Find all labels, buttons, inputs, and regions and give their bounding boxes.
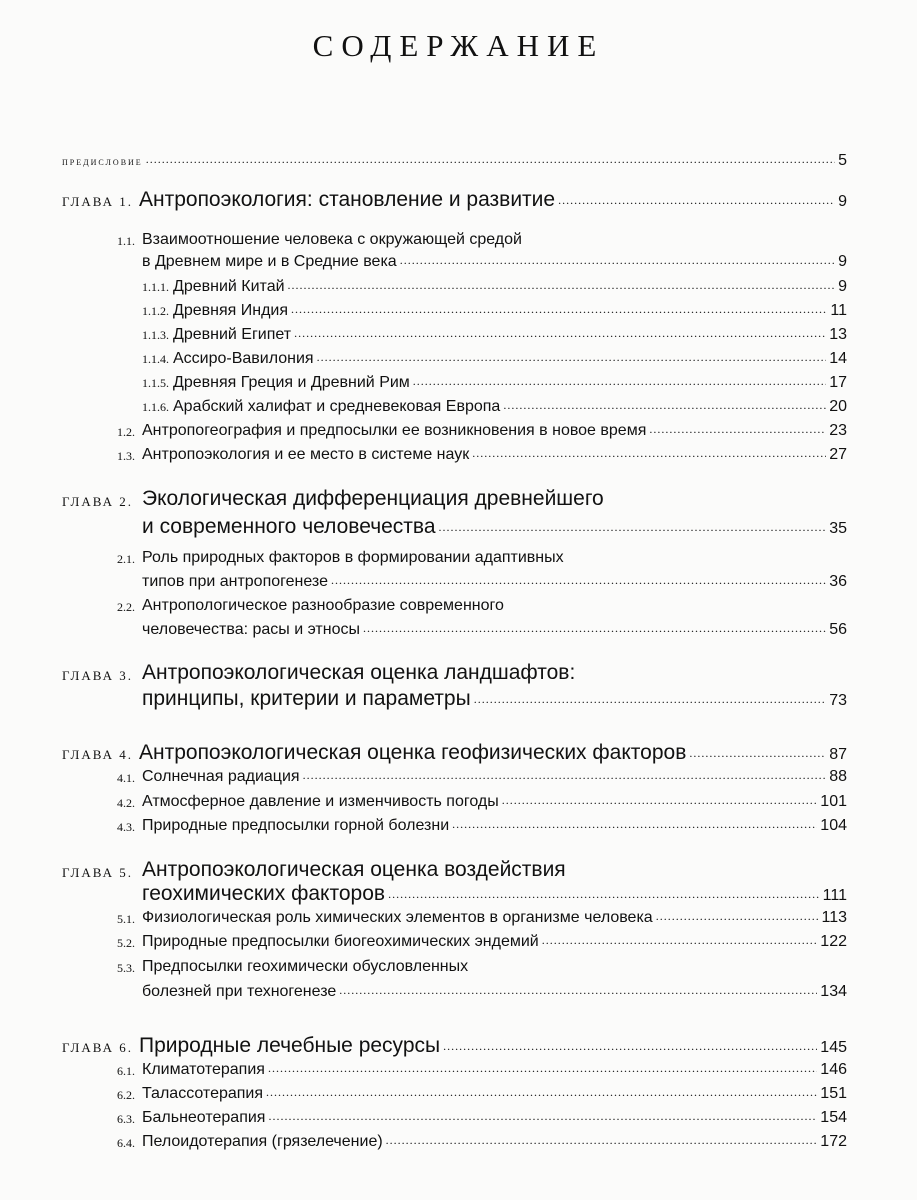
chapter-title-line2: принципы, критерии и параметры: [142, 687, 471, 710]
section-number: 6.2.: [117, 1088, 135, 1102]
page-number: 73: [829, 692, 847, 709]
leader-dots: [288, 276, 836, 292]
leader-dots: [443, 1037, 817, 1053]
leader-dots: [558, 191, 835, 207]
toc-entry-section-2-1[interactable]: [142, 573, 847, 591]
chapter-label: ГЛАВА 3.: [62, 668, 133, 683]
section-title: Бальнеотерапия: [142, 1109, 266, 1126]
leader-dots: [656, 907, 819, 923]
section-title: Антропогеография и предпосылки ее возникновения в новое время: [142, 422, 647, 439]
toc-entry-section-5-2[interactable]: [142, 933, 847, 951]
page-number: 145: [820, 1039, 847, 1056]
leader-dots: [413, 372, 826, 388]
page-number: 17: [829, 374, 847, 391]
leader-dots: [363, 619, 826, 635]
leader-dots: [474, 690, 827, 706]
toc-entry-section-6-1[interactable]: [142, 1061, 847, 1079]
toc-entry-chapter-6[interactable]: [62, 1034, 847, 1058]
section-title-line1: Взаимоотношение человека с окружающей средой: [142, 231, 522, 248]
section-number: 2.1.: [117, 552, 135, 566]
chapter-title-line1: Экологическая дифференциация древнейшего: [142, 487, 604, 510]
section-title: Пелоидотерапия (грязелечение): [142, 1133, 383, 1150]
section-title: Природные предпосылки горной болезни: [142, 817, 450, 834]
section-title-line2: в Древнем мире и в Средние века: [142, 253, 397, 270]
subsection-number: 1.1.1.: [142, 280, 169, 294]
page-number: 13: [829, 326, 847, 343]
section-number: 5.2.: [117, 936, 135, 950]
section-title-line2: человечества: расы и этносы: [142, 621, 360, 638]
section-title: Солнечная радиация: [142, 768, 300, 785]
leader-dots: [303, 766, 827, 782]
page-number: 88: [829, 768, 847, 785]
leader-dots: [268, 1059, 817, 1075]
leader-dots: [146, 150, 835, 166]
leader-dots: [452, 815, 817, 831]
section-title: Антропоэкология и ее место в системе наук: [142, 446, 470, 463]
toc-entry-chapter-5[interactable]: [142, 882, 847, 906]
subsection-title: Древняя Индия: [173, 302, 289, 319]
section-number: 6.4.: [117, 1136, 135, 1150]
leader-dots: [503, 396, 826, 412]
toc-entry-section-1-2[interactable]: [142, 422, 847, 440]
section-title: Природные предпосылки биогеохимических эндемий: [142, 933, 539, 950]
leader-dots: [502, 791, 818, 807]
page-number: 154: [820, 1109, 847, 1126]
toc-entry-section-6-2[interactable]: [142, 1085, 847, 1103]
section-number: 6.1.: [117, 1064, 135, 1078]
page-number: 111: [822, 887, 847, 904]
toc-entry-subsection-1-1-1[interactable]: [142, 278, 847, 296]
subsection-number: 1.1.6.: [142, 400, 169, 414]
chapter-title-line1: Антропоэкологическая оценка воздействия: [142, 858, 566, 881]
section-number: 4.2.: [117, 796, 135, 810]
page-number: 20: [829, 398, 847, 415]
toc-entry-preface[interactable]: [62, 152, 847, 170]
page-number: 104: [820, 817, 847, 834]
page-number: 146: [820, 1061, 847, 1078]
chapter-label: ГЛАВА 4.: [62, 747, 133, 762]
leader-dots: [400, 251, 835, 267]
toc-entry-subsection-1-1-3[interactable]: [142, 326, 847, 344]
page-number: 5: [838, 152, 847, 169]
page-number: 36: [829, 573, 847, 590]
section-number: 1.3.: [117, 449, 135, 463]
section-number: 4.1.: [117, 771, 135, 785]
toc-entry-section-4-3[interactable]: [142, 817, 847, 835]
page-number: 27: [829, 446, 847, 463]
leader-dots: [439, 518, 827, 534]
chapter-title-line2: и современного человечества: [142, 515, 436, 538]
toc-entry-subsection-1-1-4[interactable]: [142, 350, 847, 368]
page-number: 9: [838, 278, 847, 295]
section-number: 6.3.: [117, 1112, 135, 1126]
leader-dots: [266, 1083, 817, 1099]
section-number: 5.1.: [117, 912, 135, 926]
section-title: Талассотерапия: [142, 1085, 264, 1102]
page-number: 56: [829, 621, 847, 638]
section-number: 1.1.: [117, 234, 135, 248]
leader-dots: [689, 744, 826, 760]
subsection-number: 1.1.4.: [142, 352, 169, 366]
page-title: СОДЕРЖАНИЕ: [312, 28, 605, 63]
leader-dots: [294, 324, 826, 340]
chapter-title: Антропоэкологическая оценка геофизических факторов: [138, 741, 687, 764]
leader-dots: [339, 981, 817, 997]
toc-entry-section-2-2[interactable]: [142, 621, 847, 639]
chapter-label: ГЛАВА 1.: [62, 194, 133, 209]
chapter-title-line2: геохимических факторов: [142, 882, 386, 905]
chapter-title: Природные лечебные ресурсы: [138, 1034, 441, 1057]
toc-entry-section-6-3[interactable]: [142, 1109, 847, 1127]
page-number: 113: [821, 909, 847, 926]
toc-entry-subsection-1-1-6[interactable]: [142, 398, 847, 416]
toc-entry-section-1-3[interactable]: [142, 446, 847, 464]
toc-entry-chapter-4[interactable]: [62, 741, 847, 765]
subsection-number: 1.1.3.: [142, 328, 169, 342]
page-number: 122: [820, 933, 847, 950]
section-title-line1: Антропологическое разнообразие современного: [142, 597, 504, 614]
leader-dots: [542, 931, 818, 947]
page-number: 9: [838, 193, 847, 210]
chapter-label: ГЛАВА 6.: [62, 1040, 133, 1055]
leader-dots: [386, 1131, 818, 1147]
page-number: 11: [830, 302, 847, 319]
toc-entry-subsection-1-1-2[interactable]: [142, 302, 847, 320]
section-title-line2: болезней при техногенезе: [142, 983, 337, 1000]
page-number: 87: [829, 746, 847, 763]
subsection-number: 1.1.2.: [142, 304, 169, 318]
toc-entry-section-1-1[interactable]: [142, 253, 847, 271]
page-number: 23: [829, 422, 847, 439]
section-title: Климатотерапия: [142, 1061, 265, 1078]
leader-dots: [388, 885, 820, 901]
subsection-title: Древняя Греция и Древний Рим: [173, 374, 410, 391]
page-number: 9: [838, 253, 847, 270]
section-title-line2: типов при антропогенезе: [142, 573, 328, 590]
subsection-title: Древний Китай: [173, 278, 285, 295]
section-title: Физиологическая роль химических элементов в организме человека: [142, 909, 653, 926]
subsection-number: 1.1.5.: [142, 376, 169, 390]
section-title-line1: Роль природных факторов в формировании адаптивных: [142, 549, 564, 566]
section-number: 1.2.: [117, 425, 135, 439]
toc-entry-section-6-4[interactable]: [142, 1133, 847, 1151]
leader-dots: [649, 420, 826, 436]
toc-entry-chapter-1[interactable]: [62, 188, 847, 212]
section-number: 4.3.: [117, 820, 135, 834]
preface-label: предисловие: [62, 154, 143, 168]
toc-entry-section-5-3[interactable]: [142, 983, 847, 1001]
toc-entry-section-5-1[interactable]: [142, 909, 847, 927]
leader-dots: [291, 300, 827, 316]
toc-entry-section-4-1[interactable]: [142, 768, 847, 786]
leader-dots: [268, 1107, 817, 1123]
toc-entry-subsection-1-1-5[interactable]: [142, 374, 847, 392]
toc-entry-chapter-2[interactable]: [142, 515, 847, 539]
subsection-title: Древний Египет: [173, 326, 292, 343]
page-number: 151: [820, 1085, 847, 1102]
leader-dots: [317, 348, 827, 364]
chapter-label: ГЛАВА 2.: [62, 494, 133, 509]
section-number: 5.3.: [117, 961, 135, 975]
chapter-title-line1: Антропоэкологическая оценка ландшафтов:: [142, 661, 576, 684]
subsection-title: Арабский халифат и средневековая Европа: [173, 398, 501, 415]
leader-dots: [331, 571, 826, 587]
chapter-title: Антропоэкология: становление и развитие: [138, 188, 556, 211]
subsection-title: Ассиро-Вавилония: [173, 350, 314, 367]
leader-dots: [472, 444, 826, 460]
page-number: 101: [820, 793, 847, 810]
section-title-line1: Предпосылки геохимически обусловленных: [142, 958, 469, 975]
page-number: 172: [820, 1133, 847, 1150]
section-number: 2.2.: [117, 600, 135, 614]
page-number: 35: [829, 520, 847, 537]
toc-entry-section-4-2[interactable]: [142, 793, 847, 811]
toc-entry-chapter-3[interactable]: [142, 687, 847, 711]
page-number: 14: [829, 350, 847, 367]
chapter-label: ГЛАВА 5.: [62, 865, 133, 880]
section-title: Атмосферное давление и изменчивость погоды: [142, 793, 499, 810]
page-number: 134: [820, 983, 847, 1000]
